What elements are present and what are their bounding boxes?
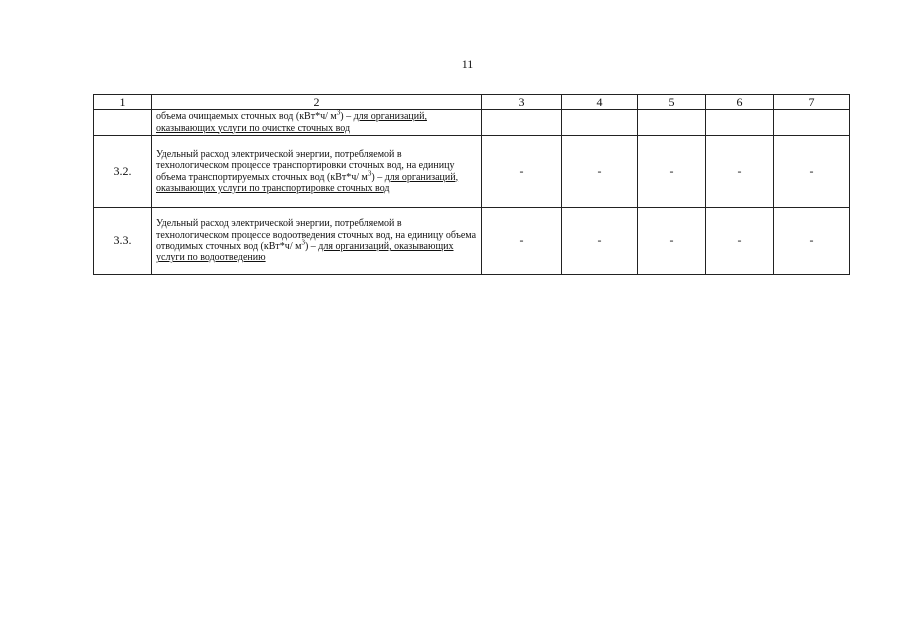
value-cell [562, 110, 638, 136]
header-cell: 5 [638, 95, 706, 110]
description-text: ) – [371, 171, 385, 183]
table-row-continuation [94, 110, 850, 136]
value-cell: - [482, 136, 562, 208]
row-description [152, 208, 482, 275]
description-text: Удельный расход электрической энергии, потребляемой в технологическом процессе водоотведения сточных вод, на единицу объема отводимых сточных вод (кВт*ч/ м [156, 218, 477, 252]
value-cell: - [562, 136, 638, 208]
table-header-row [94, 95, 850, 110]
superscript: 3 [301, 238, 305, 247]
superscript: 3 [367, 169, 372, 178]
value-cell: - [482, 208, 562, 275]
value-cell [638, 110, 706, 136]
row-number: 3.2. [94, 136, 152, 208]
description-text: ) – [304, 241, 319, 252]
row-description [152, 110, 482, 136]
value-cell: - [638, 136, 706, 208]
description-underlined: для организаций, оказывающих услуги по транспортировке сточных вод [156, 171, 459, 194]
description-text: ) – [340, 111, 354, 123]
header-cell: 4 [562, 95, 638, 110]
description-underlined: для организаций, оказывающих услуги по очистке сточных вод [156, 111, 427, 134]
header-cell: 7 [774, 95, 850, 110]
row-number: 3.3. [94, 208, 152, 275]
page-number: 11 [461, 57, 474, 71]
superscript: 3 [336, 108, 341, 117]
value-cell: - [774, 208, 850, 275]
header-cell: 2 [152, 95, 482, 110]
value-cell: - [638, 208, 706, 275]
description-underlined: для организаций, оказывающих услуги по водоотведению [156, 241, 454, 264]
value-cell [774, 110, 850, 136]
description-text: объема очищаемых сточных вод (кВт*ч/ м [156, 111, 337, 123]
row-description [152, 136, 482, 208]
value-cell: - [706, 136, 774, 208]
value-cell [482, 110, 562, 136]
header-cell: 3 [482, 95, 562, 110]
row-number-cell [94, 110, 152, 136]
indicators-table [93, 94, 850, 275]
value-cell: - [562, 208, 638, 275]
value-cell: - [774, 136, 850, 208]
header-cell: 6 [706, 95, 774, 110]
table-row [94, 208, 850, 275]
value-cell [706, 110, 774, 136]
header-cell: 1 [94, 95, 152, 110]
description-text: Удельный расход электрической энергии, потребляемой в технологическом процессе транспортировки сточных вод, на единицу объема транспортируемых сточных вод (кВт*ч/ м [156, 148, 455, 183]
value-cell: - [706, 208, 774, 275]
table-row [94, 136, 850, 208]
